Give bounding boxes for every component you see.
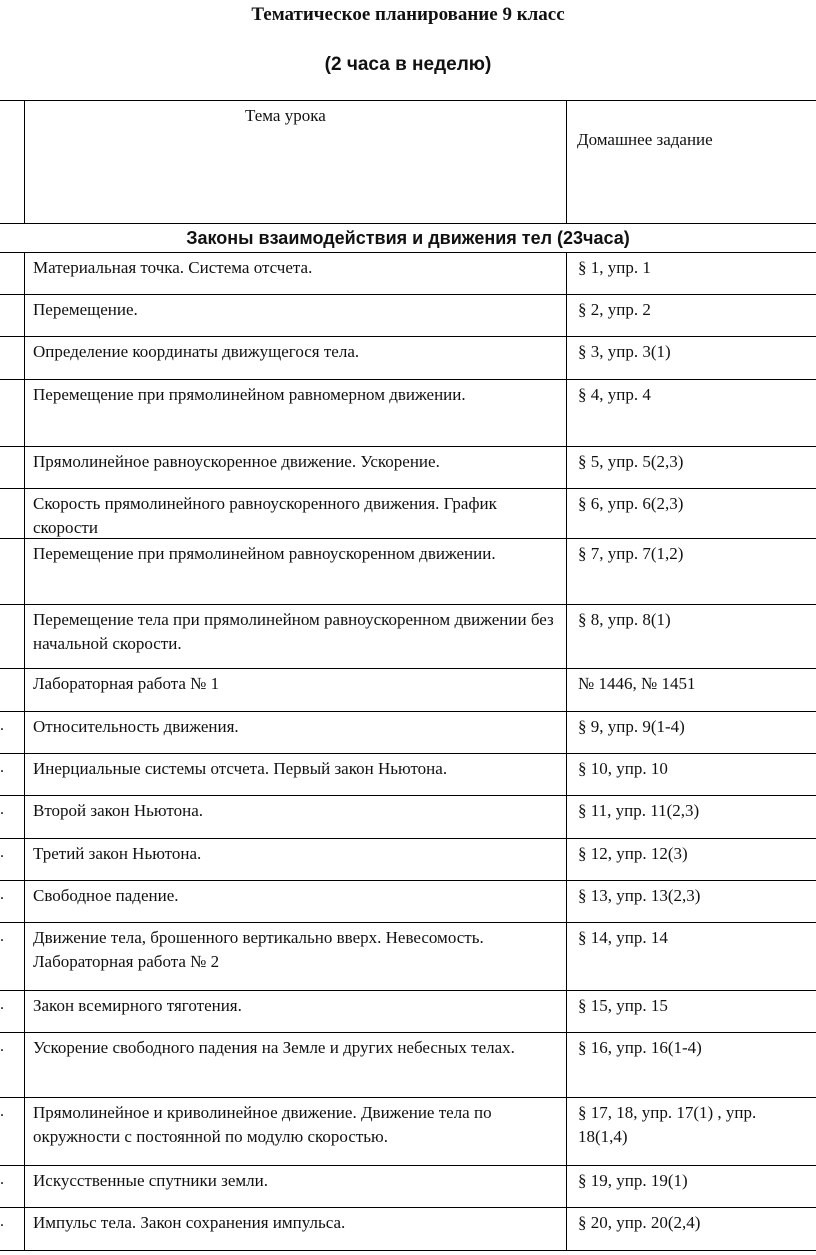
header-homework: Домашнее задание — [577, 130, 713, 149]
row-number: . — [0, 759, 4, 776]
lesson-topic: Лабораторная работа № 1 — [33, 674, 220, 693]
lesson-topic: Относительность движения. — [33, 717, 239, 736]
homework-cell: § 16, упр. 16(1-4) — [578, 1038, 702, 1057]
row-divider — [0, 1032, 816, 1033]
page-title: Тематическое планирование 9 класс — [251, 4, 565, 25]
homework-cell: § 2, упр. 2 — [578, 300, 651, 319]
row-divider — [0, 795, 816, 796]
row-number: . — [0, 996, 4, 1013]
homework-cell: § 14, упр. 14 — [578, 928, 668, 947]
column-divider — [566, 252, 567, 1250]
lesson-topic: Ускорение свободного падения на Земле и других небесных телах. — [33, 1038, 515, 1057]
homework-cell: § 10, упр. 10 — [578, 759, 668, 778]
homework-cell: § 17, 18, упр. 17(1) , упр. 18(1,4) — [578, 1103, 757, 1146]
row-divider — [0, 1097, 816, 1098]
homework-cell: § 4, упр. 4 — [578, 385, 651, 404]
homework-cell: § 3, упр. 3(1) — [578, 342, 671, 361]
lesson-topic: Перемещение. — [33, 300, 138, 319]
homework-cell: § 7, упр. 7(1,2) — [578, 544, 684, 563]
section-heading: Законы взаимодействия и движения тел (23часа) — [186, 228, 630, 248]
lesson-topic: Перемещение при прямолинейном равномерном движении. — [33, 385, 466, 404]
row-number: . — [0, 1213, 4, 1230]
header-topic: Тема урока — [245, 106, 326, 125]
row-divider — [0, 446, 816, 447]
homework-cell: § 1, упр. 1 — [578, 258, 651, 277]
homework-cell: § 19, упр. 19(1) — [578, 1171, 688, 1190]
lesson-topic: Скорость прямолинейного равноускоренного движения. График скорости — [33, 494, 497, 537]
lesson-topic: Движение тела, брошенного вертикально вверх. Невесомость. Лабораторная работа № 2 — [33, 928, 484, 971]
row-divider — [0, 1250, 816, 1251]
row-divider — [0, 1207, 816, 1208]
lesson-topic: Перемещение тела при прямолинейном равноускоренном движении без начальной скорости. — [33, 610, 554, 653]
row-divider — [0, 838, 816, 839]
homework-cell: § 5, упр. 5(2,3) — [578, 452, 684, 471]
table-border — [0, 100, 816, 101]
column-divider — [566, 100, 567, 223]
row-divider — [0, 336, 816, 337]
row-number: . — [0, 1038, 4, 1055]
lesson-topic: Перемещение при прямолинейном равноускоренном движении. — [33, 544, 496, 563]
row-number: . — [0, 801, 4, 818]
lesson-topic: Инерциальные системы отсчета. Первый закон Ньютона. — [33, 759, 448, 778]
homework-cell: § 13, упр. 13(2,3) — [578, 886, 701, 905]
row-number: . — [0, 928, 4, 945]
row-number: . — [0, 844, 4, 861]
column-divider — [24, 252, 25, 1250]
row-divider — [0, 379, 816, 380]
row-divider — [0, 880, 816, 881]
homework-cell: § 8, упр. 8(1) — [578, 610, 671, 629]
lesson-topic: Определение координаты движущегося тела. — [33, 342, 360, 361]
table-border — [0, 223, 816, 224]
row-number: . — [0, 717, 4, 734]
homework-cell: § 20, упр. 20(2,4) — [578, 1213, 701, 1232]
homework-cell: § 9, упр. 9(1-4) — [578, 717, 685, 736]
row-divider — [0, 922, 816, 923]
homework-cell: § 15, упр. 15 — [578, 996, 668, 1015]
row-number: . — [0, 1103, 4, 1120]
row-number: . — [0, 886, 4, 903]
row-number: . — [0, 1171, 4, 1188]
row-divider — [0, 1165, 816, 1166]
lesson-topic: Прямолинейное и криволинейное движение. Движение тела по окружности с постоянной по модулю скоростью. — [33, 1103, 492, 1146]
row-divider — [0, 488, 816, 489]
lesson-topic: Прямолинейное равноускоренное движение. Ускорение. — [33, 452, 440, 471]
lesson-topic: Закон всемирного тяготения. — [33, 996, 242, 1015]
row-divider — [0, 990, 816, 991]
row-divider — [0, 753, 816, 754]
homework-cell: № 1446, № 1451 — [578, 674, 696, 693]
page-subtitle: (2 часа в неделю) — [324, 54, 492, 75]
lesson-topic: Искусственные спутники земли. — [33, 1171, 268, 1190]
row-divider — [0, 668, 816, 669]
lesson-topic: Свободное падение. — [33, 886, 179, 905]
row-divider — [0, 711, 816, 712]
homework-cell: § 6, упр. 6(2,3) — [578, 494, 684, 513]
lesson-topic: Третий закон Ньютона. — [33, 844, 202, 863]
lesson-topic: Импульс тела. Закон сохранения импульса. — [33, 1213, 346, 1232]
lesson-topic: Материальная точка. Система отсчета. — [33, 258, 313, 277]
column-divider — [24, 100, 25, 223]
homework-cell: § 12, упр. 12(3) — [578, 844, 688, 863]
homework-cell: § 11, упр. 11(2,3) — [578, 801, 700, 820]
lesson-topic: Второй закон Ньютона. — [33, 801, 203, 820]
row-divider — [0, 294, 816, 295]
row-divider — [0, 604, 816, 605]
row-divider — [0, 252, 816, 253]
